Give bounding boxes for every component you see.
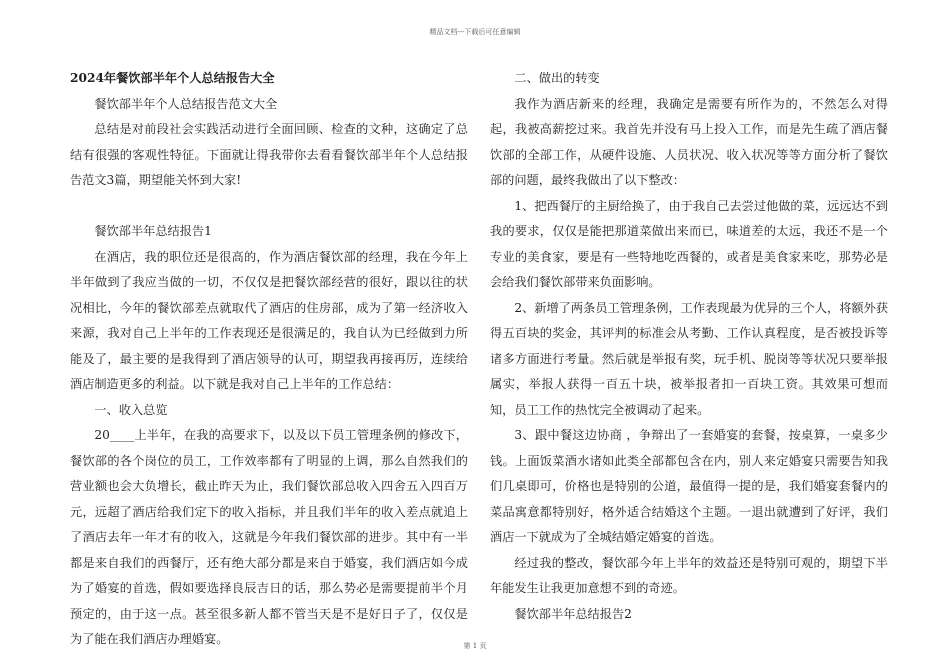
intro-paragraph: 总结是对前段社会实践活动进行全面回顾、检查的文种，这确定了总结有很强的客观性特征。下面就让得我带你去看看餐饮部半年个人总结报告范文3篇，期望能关怀到大家! bbox=[70, 122, 468, 187]
body-paragraph: 在酒店，我的职位还是很高的，作为酒店餐饮部的经理，我在今年上半年做到了我应当做的一切，不仅仅是把餐饮部经营的很好，跟以往的状况相比，今年的餐饮部差点就取代了酒店的住房部，成为了第一经济收入来源，我对自己上半年的工作表现还是很满足的，我自认为已经做到力所能及了，最主要的是我得到了酒店领导的认可，期望我再接再厉，连续给酒店制造更多的利益。以下就是我对自己上半年的工作总结： bbox=[70, 249, 468, 391]
blank-line bbox=[70, 194, 468, 220]
section-heading-income: 一、收入总览 bbox=[94, 402, 168, 417]
body-paragraph: 20____上半年，在我的高要求下，以及以下员工管理条例的修改下，餐饮部的各个岗位的员工，工作效率都有了明显的上调，那么自然我们的营业额也会大负增长，截止昨天为止，我们餐饮部总收入四舍五入四百万元，远超了酒店给我们定下的收入指标，并且我们半年的收入差点就追上了酒店去年一年才有的收入，这就是今年我们餐饮部的进步。其中有一半都是来自我们的西餐厅，还有绝大部分都是来自于婚宴，我们酒店如今成为了婚宴的首选，假如要选择良辰吉日的话，那么势必是需要提前半个月预定的，由于这一点。甚至很多新人都不管当天是不是好日子了，仅仅是为了能在我们酒店办理婚宴。 bbox=[70, 428, 468, 646]
left-column bbox=[70, 66, 468, 653]
right-column bbox=[490, 66, 888, 627]
body-paragraph: 经过我的整改，餐饮部今年上半年的效益还是特别可观的，期望下半年能发生让我更加意想不到的奇迹。 bbox=[490, 555, 888, 595]
page-footer: 第 1 页 bbox=[463, 642, 487, 650]
document-subtitle: 餐饮部半年个人总结报告范文大全 bbox=[94, 96, 278, 111]
section-heading-changes: 二、做出的转变 bbox=[514, 71, 600, 85]
list-item: 1、把西餐厅的主厨给换了，由于我自己去尝过他做的菜，远远达不到我的要求，仅仅是能把那道菜做出来而已，味道差的太远，我还不是一个专业的美食家，要是有一些特地吃西餐的，或者是美食家来吃，那势必是会给我们餐饮部带来负面影响。 bbox=[490, 198, 888, 289]
report1-heading: 餐饮部半年总结报告1 bbox=[94, 224, 212, 238]
page-header: 精品文档---下载后可任意编辑 bbox=[429, 28, 521, 36]
document-title: 2024年餐饮部半年个人总结报告大全 bbox=[70, 71, 275, 85]
report2-heading: 餐饮部半年总结报告2 bbox=[514, 606, 632, 621]
list-item: 3、跟中餐这边协商 ，争辩出了一套婚宴的套餐，按桌算，一桌多少钱。上面饭菜酒水诸如此类全部都包含在内，别人来定婚宴只需要告知我们几桌即可，价格也是特别的公道，最值得一提的是，我们婚宴套餐内的菜品寓意都特别好，格外适合结婚这个主题。一退出就遭到了好评，我们酒店一下就成为了全城结婚定婚宴的首选。 bbox=[490, 428, 888, 544]
body-paragraph: 我作为酒店新来的经理，我确定是需要有所作为的，不然怎么对得起，我被高薪挖过来。我首先并没有马上投入工作，而是先生疏了酒店餐饮部的全部工作，从硬件设施、人员状况、收入状况等等方面分析了餐饮部的问题，最终我做出了以下整改： bbox=[490, 96, 888, 187]
list-item: 2、新增了两条员工管理条例，工作表现最为优异的三个人，将额外获得五百块的奖金，其评判的标准会从考勤、工作认真程度，是否被投诉等诸多方面进行考量。然后就是举报有奖，玩手机、脱岗等等状况只要举报属实，举报人获得一百五十块，被举报者扣一百块工资。其效果可想而知，员工工作的热忱完全被调动了起来。 bbox=[490, 300, 888, 417]
